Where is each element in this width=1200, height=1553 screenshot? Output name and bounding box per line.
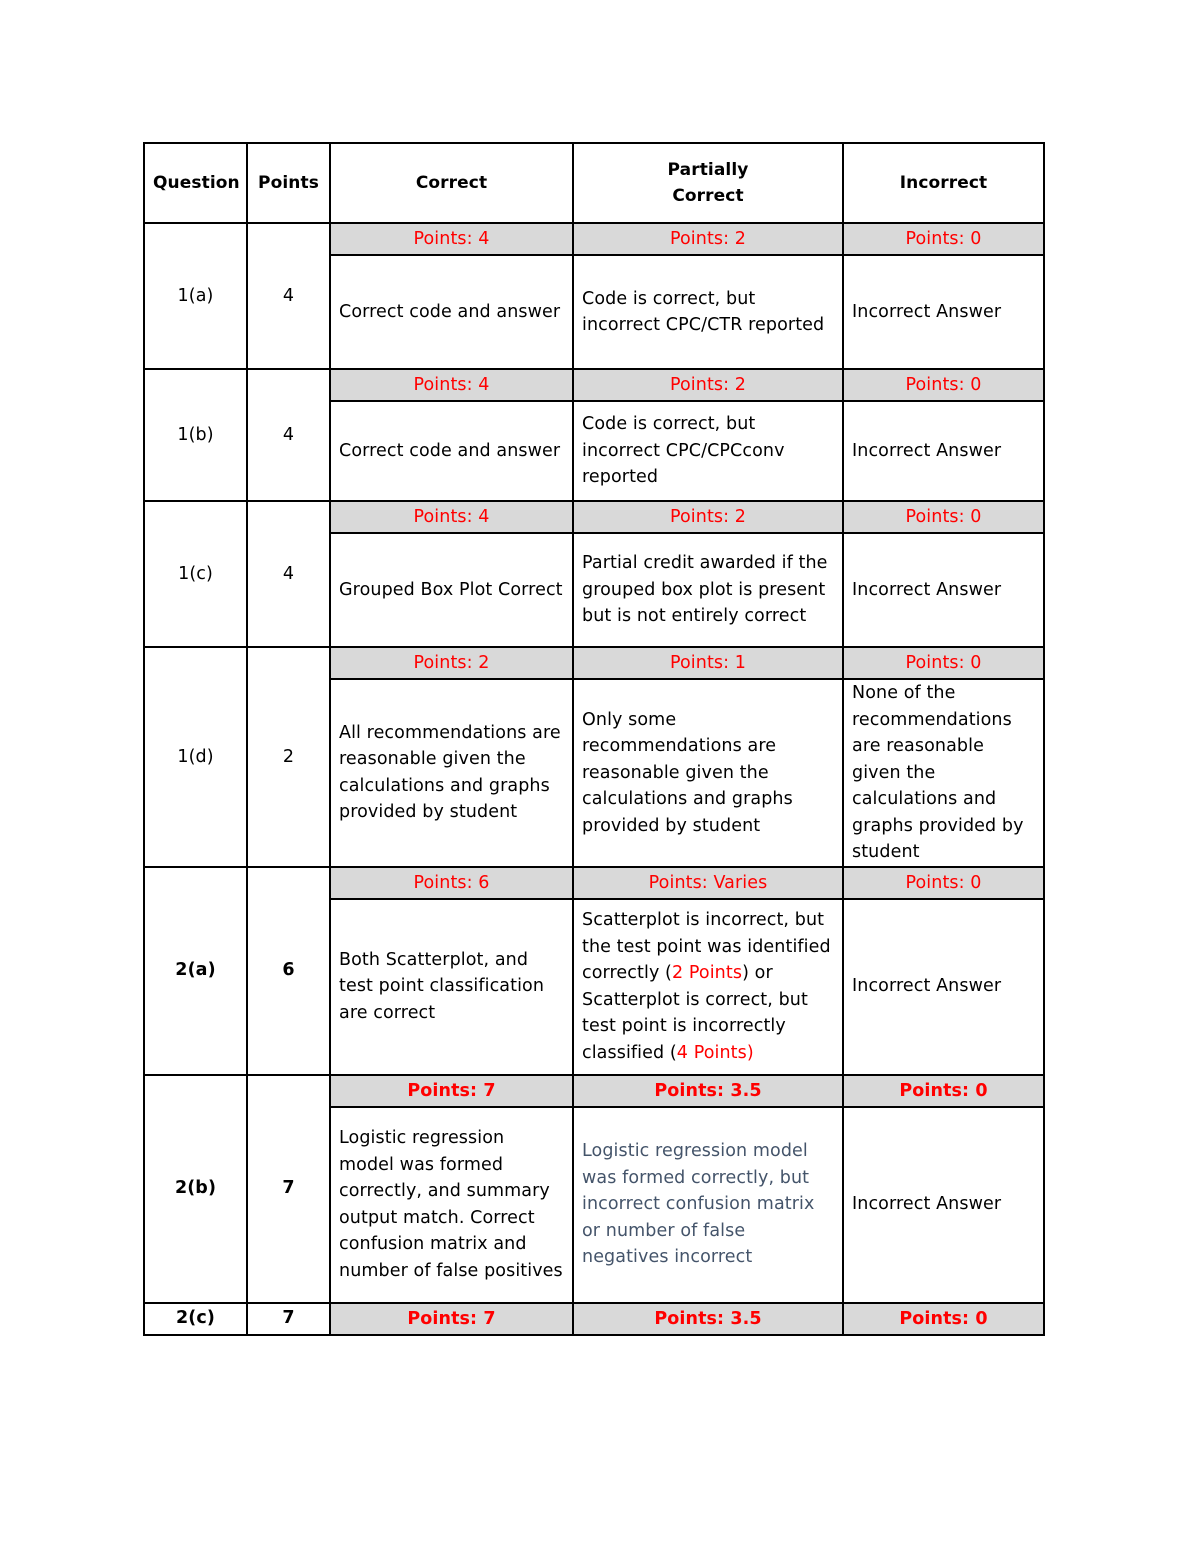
correct-points: Points: 6 (330, 867, 573, 899)
question-cell: 1(b) (144, 369, 247, 501)
table-row (144, 369, 1044, 401)
points-cell: 2 (247, 647, 330, 867)
partial-points-note: 4 Points) (676, 1042, 754, 1063)
partial-points: Points: 2 (573, 223, 843, 255)
points-cell: 7 (247, 1075, 330, 1303)
incorrect-description: Incorrect Answer (843, 255, 1044, 369)
correct-points: Points: 4 (330, 369, 573, 401)
header-points: Points (247, 143, 330, 223)
question-cell: 1(a) (144, 223, 247, 369)
partial-description: Code is correct, but incorrect CPC/CPCconv reported (573, 401, 843, 501)
correct-points: Points: 4 (330, 223, 573, 255)
incorrect-points: Points: 0 (843, 1303, 1044, 1335)
correct-points: Points: 7 (330, 1303, 573, 1335)
partial-description: Partial credit awarded if the grouped box plot is present but is not entirely correct (573, 533, 843, 647)
partial-points: Points: Varies (573, 867, 843, 899)
partial-points-note: 2 Points (671, 963, 743, 983)
correct-description: All recommendations are reasonable given the calculations and graphs provided by student (330, 679, 573, 867)
header-row (144, 143, 1044, 223)
incorrect-description: None of the recommendations are reasonable given the calculations and graphs provided by student (843, 679, 1044, 867)
header-partially-line1: Partially (667, 159, 749, 180)
correct-points: Points: 2 (330, 647, 573, 679)
partial-points: Points: 2 (573, 369, 843, 401)
correct-description: Correct code and answer (330, 401, 573, 501)
points-cell: 4 (247, 501, 330, 647)
incorrect-description: Incorrect Answer (843, 401, 1044, 501)
partial-description: Code is correct, but incorrect CPC/CTR reported (573, 255, 843, 369)
partial-points: Points: 2 (573, 501, 843, 533)
correct-description: Logistic regression model was formed correctly, and summary output match. Correct confusion matrix and number of false positives (330, 1107, 573, 1303)
header-incorrect: Incorrect (843, 143, 1044, 223)
partial-points: Points: 3.5 (573, 1303, 843, 1335)
incorrect-description: Incorrect Answer (843, 899, 1044, 1075)
incorrect-points: Points: 0 (843, 867, 1044, 899)
points-cell: 4 (247, 223, 330, 369)
partial-points: Points: 3.5 (573, 1075, 843, 1107)
question-cell: 2(a) (144, 867, 247, 1075)
incorrect-description: Incorrect Answer (843, 533, 1044, 647)
incorrect-points: Points: 0 (843, 369, 1044, 401)
incorrect-points: Points: 0 (843, 223, 1044, 255)
header-correct: Correct (330, 143, 573, 223)
grading-rubric-table (143, 142, 1045, 1336)
partial-description (573, 899, 843, 1075)
partial-description-part: ) or Scatterplot is correct, but test point is incorrectly classified ( (582, 963, 808, 1063)
incorrect-points: Points: 0 (843, 1075, 1044, 1107)
points-cell: 6 (247, 867, 330, 1075)
correct-points: Points: 7 (330, 1075, 573, 1107)
question-cell: 1(d) (144, 647, 247, 867)
table-row (144, 647, 1044, 679)
partial-points: Points: 1 (573, 647, 843, 679)
points-cell: 4 (247, 369, 330, 501)
correct-points: Points: 4 (330, 501, 573, 533)
points-cell: 7 (247, 1303, 330, 1335)
question-cell: 2(b) (144, 1075, 247, 1303)
incorrect-points: Points: 0 (843, 501, 1044, 533)
partial-description: Logistic regression model was formed correctly, but incorrect confusion matrix or number of false negatives incorrect (573, 1107, 843, 1303)
table-row (144, 501, 1044, 533)
correct-description: Correct code and answer (330, 255, 573, 369)
table-row (144, 1303, 1044, 1335)
header-question: Question (144, 143, 247, 223)
partial-description: Only some recommendations are reasonable given the calculations and graphs provided by student (573, 679, 843, 867)
correct-description: Both Scatterplot, and test point classification are correct (330, 899, 573, 1075)
table-row (144, 1075, 1044, 1107)
table-row (144, 223, 1044, 255)
table-row (144, 867, 1044, 899)
header-partially-line2: Correct (672, 186, 744, 206)
question-cell: 2(c) (144, 1303, 247, 1335)
question-cell: 1(c) (144, 501, 247, 647)
header-partially-correct (573, 143, 843, 223)
partial-description-part: Scatterplot is incorrect, but the test point was identified correctly ( (582, 910, 831, 983)
correct-description: Grouped Box Plot Correct (330, 533, 573, 647)
incorrect-points: Points: 0 (843, 647, 1044, 679)
incorrect-description: Incorrect Answer (843, 1107, 1044, 1303)
